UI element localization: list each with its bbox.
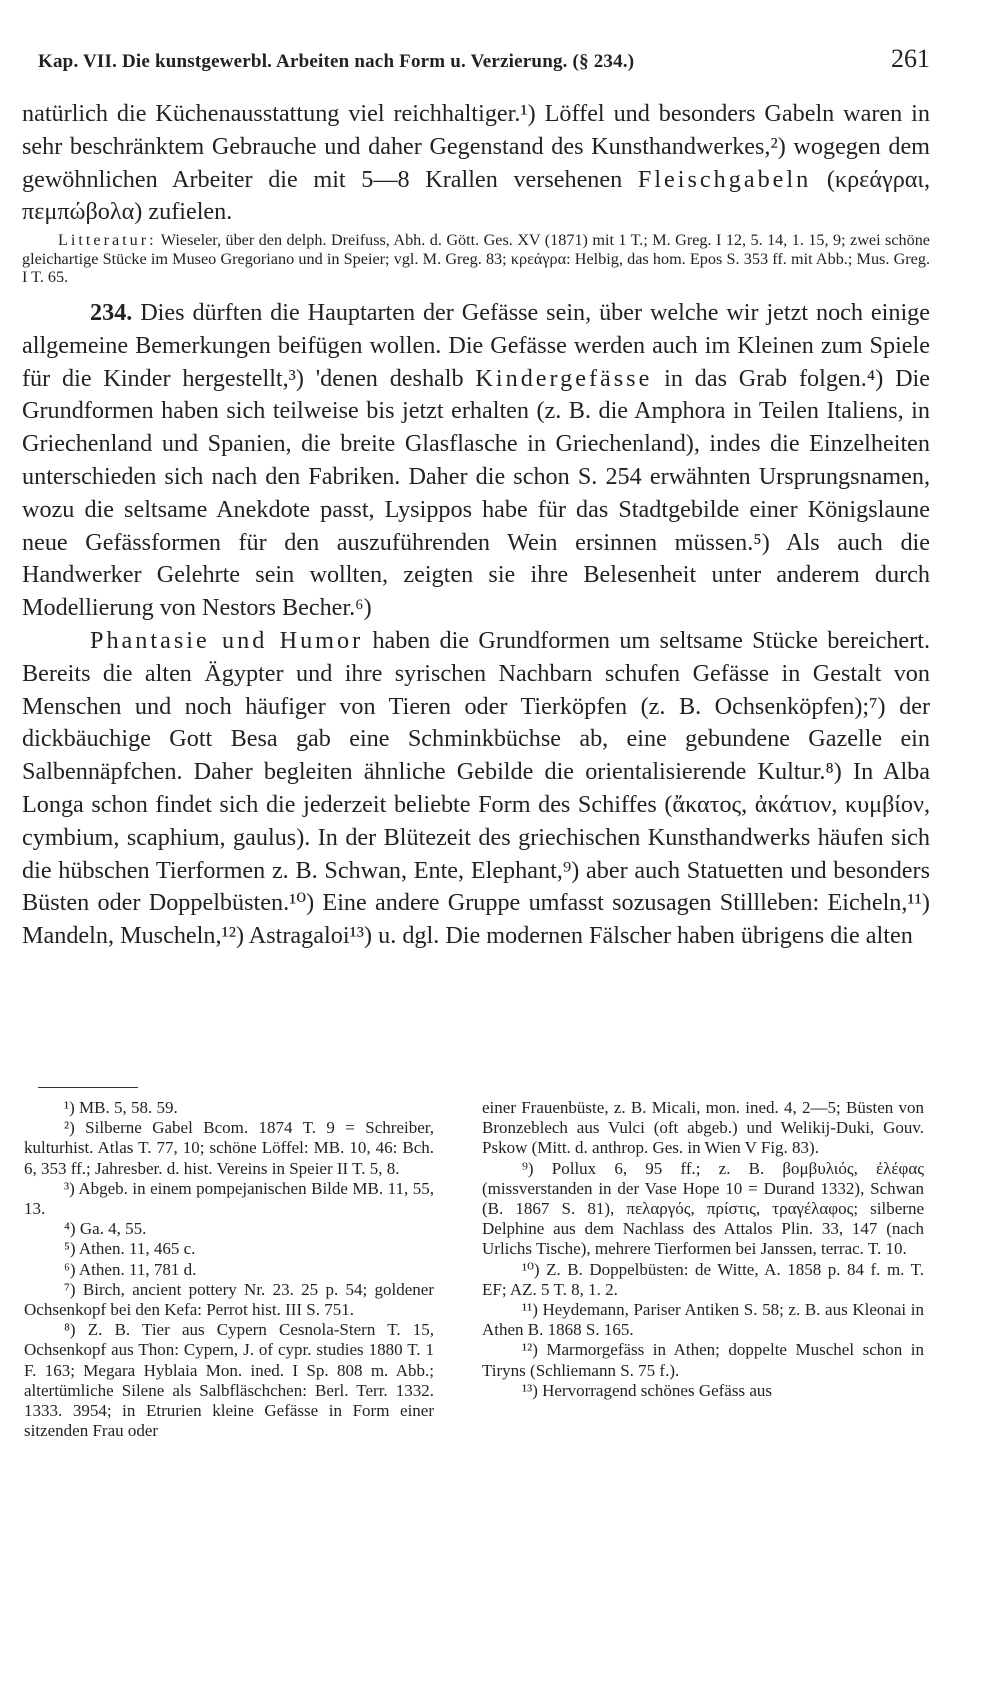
- footnote: ¹) MB. 5, 58. 59.: [64, 1098, 178, 1117]
- footnote: ⁷) Birch, ancient pottery Nr. 23. 25 p. 54; goldener Ochsenkopf bei den Kefa: Perrot hist. III S. 751.: [24, 1279, 434, 1320]
- footnote: ⁵) Athen. 11, 465 c.: [64, 1239, 196, 1259]
- footnote: ⁶) Athen. 11, 781 d.: [64, 1259, 197, 1279]
- main-text: [22, 98, 930, 953]
- literature-text: Wieseler, über den delph. Dreifuss, Abh. d. Gött. Ges. XV (1871) mit 1 T.; M. Greg. I 12, 5. 14, 1. 15, 9; zwei schöne gleichartige Stücke im Museo Gregoriano und in Speier; vgl. M. Greg. 83; κρεάγρα: Helbig, das hom. Epos S. 353 ff. mit Abb.; Mus. Greg. I T. 65.: [22, 231, 930, 287]
- paragraph-1-end: (κρεάγραι, πεμπώβολα) zufielen.: [22, 165, 930, 226]
- paragraph-1: [22, 98, 930, 229]
- literature-note: [22, 231, 930, 287]
- running-header: [38, 44, 930, 74]
- footnote: einer Frauenbüste, z. B. Micali, mon. ined. 4, 2—5; Büsten von Bronzeblech aus Vulci (oft abgeb.) und Welikij-Duki, Gouv. Pskow (Mitt. d. anthrop. Ges. in Wien V Fig. 83).: [482, 1098, 924, 1158]
- section-number: 234.: [90, 298, 133, 326]
- emphasis-kindergefaesse: Kindergefässe: [475, 364, 653, 392]
- paragraph-3-text: haben die Grundformen um seltsame Stücke bereichert. Bereits die alten Ägypter und ihre syrischen Nachbarn schufen Gefässe in Gestalt von Menschen und noch häufiger von Tieren oder Tierköpfen (z. B. Ochsenköpfen);⁷) der dickbäuchige Gott Besa gab eine Schminkbüchse ab, eine gebundene Gazelle ein Salbennäpfchen. Daher begleiten ähnliche Gebilde die orientalisierende Kultur.⁸) In Alba Longa schon findet sich die jederzeit beliebte Form des Schiffes (ἄκατος, ἀκάτιον, κυμβίον, cymbium, scaphium, gaulus). In der Blütezeit des griechischen Kunsthandwerks häufen sich die hübschen Tierformen z. B. Schwan, Ente, Elephant,⁹) aber auch Statuetten und besonders Büsten oder Doppelbüsten.¹⁰) Eine andere Gruppe umfasst sozusagen Stillleben: Eicheln,¹¹) Mandeln, Muscheln,¹²) Astragaloi¹³) u. dgl. Die modernen Fälscher haben übrigens die alten: [22, 626, 930, 950]
- paragraph-2-text-b: in das Grab folgen.⁴) Die Grundformen haben sich teilweise bis jetzt erhalten (z. B. die Amphora in Teilen Italiens, in Griechenland und Spanien, die breite Glasflasche in Griechenland), indes die Einzelheiten unterschieden sich nach den Fabriken. Daher die schon S. 254 erwähnten Ursprungsnamen, wozu die seltsame Anekdote passt, Lysippos habe für das Stadtgebilde einer Königslaune neue Gefässformen für den auszuführenden Wein ersinnen müssen.⁵) Als auch die Handwerker Gelehrte sein wollten, zeigten sie ihre Belesenheit unter anderem durch Modellierung von Nestors Becher.⁶): [22, 364, 931, 622]
- emphasis-fleischgabeln: Fleischgabeln: [637, 165, 812, 193]
- footnote: ⁴) Ga. 4, 55.: [64, 1219, 147, 1239]
- footnote: ¹⁰) Z. B. Doppelbüsten: de Witte, A. 1858 p. 84 f. m. T. EF; AZ. 5 T. 8, 1. 2.: [482, 1259, 924, 1299]
- footnote: ¹¹) Heydemann, Pariser Antiken S. 58; z. B. aus Kleonai in Athen B. 1868 S. 165.: [482, 1300, 924, 1340]
- footnotes-right-column: [482, 1098, 924, 1401]
- paragraph-1-text: natürlich die Küchenausstattung viel reichhaltiger.¹) Löffel und besonders Gabeln waren in sehr beschränktem Gebrauche und daher Gegenstand des Kunsthandwerkes,²) wogegen dem gewöhnlichen Arbeiter die mit 5—8 Krallen versehenen: [22, 100, 930, 193]
- chapter-title: Kap. VII. Die kunstgewerbl. Arbeiten nach Form u. Verzierung. (§ 234.): [38, 51, 635, 72]
- page-number: 261: [891, 44, 930, 73]
- footnote: ⁸) Z. B. Tier aus Cypern Cesnola-Stern T. 15, Ochsenkopf aus Thon: Cypern, J. of cypr. studies 1880 T. 1 F. 163; Megara Hyblaia Mon. ined. I Sp. 808 m. Abb.; altertümliche Silene als Salbfläschchen: Berl. Terr. 1332. 1333. 3954; in Etrurien kleine Gefässe in Form einer sitzenden Frau oder: [24, 1320, 434, 1441]
- footnote: ²) Silberne Gabel Bcom. 1874 T. 9 = Schreiber, kulturhist. Atlas T. 77, 10; schöne Löffel: MB. 10, 46: Bch. 6, 353 ff.; Jahresber. d. hist. Vereins in Speier II T. 5, 8.: [24, 1118, 434, 1178]
- footnotes-left-column: [24, 1098, 434, 1441]
- footnote-divider: [38, 1087, 138, 1088]
- literature-label: Litteratur:: [58, 231, 157, 250]
- paragraph-2-text-a: Dies dürften die Hauptarten der Gefässe sein, über welche wir jetzt noch einige allgemeine Bemerkungen beifügen wollen. Die Gefässe werden auch im Kleinen zum Spiele für die Kinder hergestellt,³) 'denen deshalb: [22, 298, 930, 392]
- footnote: ¹²) Marmorgefäss in Athen; doppelte Muschel schon in Tiryns (Schliemann S. 75 f.).: [482, 1340, 924, 1380]
- footnote: ³) Abgeb. in einem pompejanischen Bilde MB. 11, 55, 13.: [24, 1178, 434, 1219]
- emphasis-phantasie: Phantasie und Humor: [90, 626, 364, 654]
- footnote: ¹³) Hervorragend schönes Gefäss aus: [522, 1380, 772, 1400]
- footnote: ⁹) Pollux 6, 95 ff.; z. B. βομβυλιός, ἐλέφας (missverstanden in der Vase Hope 10 = Durand 1332), Schwan (B. 1867 S. 81), πελαργός, πρίστις, τραγέλαφος; silberne Delphine aus dem Nachlass des Attalos Plin. 33, 147 (nach Urlichs Tische), mehrere Tierformen bei Janssen, terrac. T. 10.: [482, 1158, 924, 1259]
- paragraph-2: [22, 297, 930, 625]
- paragraph-3: [22, 625, 930, 953]
